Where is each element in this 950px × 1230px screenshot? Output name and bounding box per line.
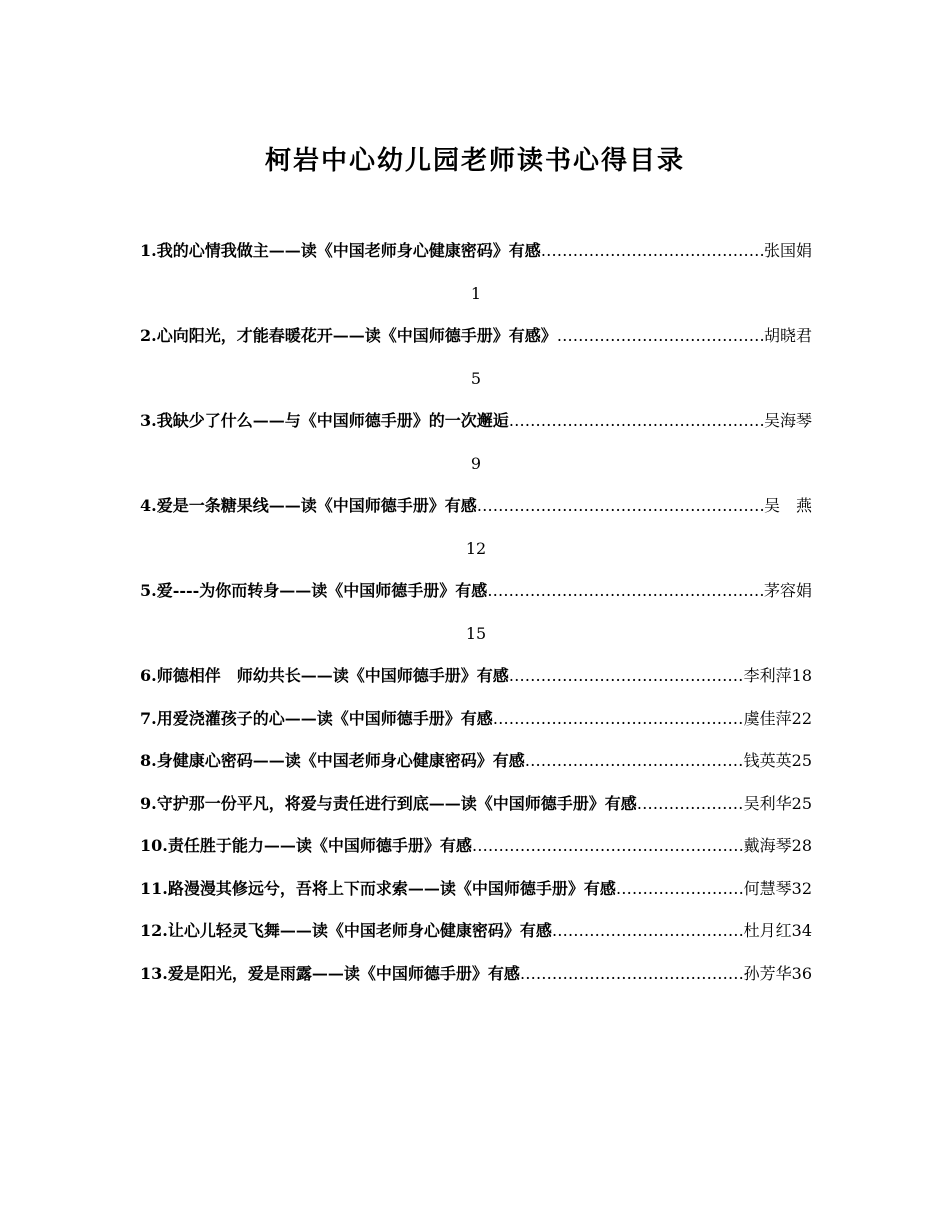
- toc-entry-number: 2.: [140, 326, 157, 345]
- toc-entry-author: 戴海琴: [743, 836, 792, 855]
- toc-entry-title: 爱----为你而转身——读《中国师德手册》有感: [156, 581, 488, 600]
- toc-entry-author: 张国娟: [763, 241, 812, 260]
- toc-leader-dots: [477, 493, 764, 519]
- toc-entry-author: 何慧琴: [743, 878, 792, 898]
- toc-entry-number: 7.: [140, 708, 157, 728]
- toc-leader-dots: [509, 408, 764, 434]
- table-of-contents: [140, 238, 812, 1003]
- toc-entry-number: 11.: [140, 878, 168, 898]
- toc-entry-number: 3.: [140, 411, 157, 430]
- toc-leader-dots: [525, 748, 744, 774]
- toc-leader-dots: [472, 833, 744, 859]
- toc-entry: [140, 408, 812, 451]
- toc-entry-author: 李利萍: [743, 666, 792, 685]
- toc-entry-title: 用爱浇灌孩子的心——读《中国师德手册》有感: [156, 708, 493, 728]
- toc-entry-title: 我的心情我做主——读《中国老师身心健康密码》有感: [156, 241, 541, 260]
- toc-leader-dots: [541, 238, 764, 264]
- toc-entry-page: 36: [791, 963, 812, 983]
- toc-entry-number: 1.: [140, 241, 157, 260]
- toc-entry: [140, 918, 812, 961]
- toc-leader-dots: [557, 323, 764, 349]
- toc-entry: [140, 323, 812, 366]
- toc-entry-page: 18: [791, 666, 812, 685]
- toc-entry: [140, 663, 812, 706]
- toc-entry-author: 吴 燕: [763, 496, 812, 515]
- toc-entry-number: 10.: [140, 836, 168, 855]
- toc-entry-page: 25: [791, 793, 812, 813]
- toc-entry: [140, 706, 812, 749]
- toc-entry-page: 34: [791, 921, 812, 940]
- toc-entry-number: 9.: [140, 793, 157, 813]
- toc-leader-dots: [493, 706, 744, 732]
- toc-entry-number: 13.: [140, 963, 168, 983]
- toc-entry-page: 9: [470, 453, 482, 473]
- toc-entry-page: 15: [465, 623, 487, 643]
- toc-entry-title: 守护那一份平凡，将爱与责任进行到底——读《中国师德手册》有感: [156, 793, 637, 813]
- toc-leader-dots: [552, 918, 744, 944]
- toc-leader-dots: [487, 578, 764, 604]
- toc-entry-page: 28: [791, 836, 812, 855]
- toc-entry: [140, 791, 812, 834]
- toc-entry-author: 杜月红: [743, 921, 792, 940]
- toc-leader-dots: [509, 663, 744, 689]
- toc-entry-number: 4.: [140, 496, 157, 515]
- toc-entry: [140, 748, 812, 791]
- toc-entry-number: 12.: [140, 921, 168, 940]
- toc-entry-author: 孙芳华: [743, 963, 792, 983]
- toc-entry: [140, 238, 812, 281]
- toc-entry-title: 让心儿轻灵飞舞——读《中国老师身心健康密码》有感: [167, 921, 552, 940]
- toc-entry-title: 心向阳光，才能春暖花开——读《中国师德手册》有感》: [156, 326, 557, 345]
- toc-entry-author: 吴海琴: [763, 411, 812, 430]
- toc-entry: [140, 578, 812, 621]
- toc-entry-author: 茅容娟: [763, 581, 812, 600]
- toc-entry-author: 胡晓君: [763, 326, 812, 345]
- toc-entry-title: 责任胜于能力——读《中国师德手册》有感: [167, 836, 472, 855]
- document-title: 柯岩中心幼儿园老师读书心得目录: [264, 146, 685, 176]
- toc-leader-dots: [637, 791, 744, 817]
- toc-entry: [140, 493, 812, 536]
- toc-entry-title: 身健康心密码——读《中国老师身心健康密码》有感: [156, 751, 525, 770]
- toc-entry-title: 路漫漫其修远兮，吾将上下而求索——读《中国师德手册》有感: [167, 878, 616, 898]
- toc-entry-page: 1: [470, 283, 482, 303]
- toc-entry-title: 爱是一条糖果线——读《中国师德手册》有感: [156, 496, 477, 515]
- toc-entry-author: 吴利华: [743, 793, 792, 813]
- toc-entry-page: 25: [791, 751, 812, 770]
- toc-entry-title: 我缺少了什么——与《中国师德手册》的一次邂逅: [156, 411, 509, 430]
- toc-entry-page: 22: [791, 708, 812, 728]
- toc-entry-number: 6.: [140, 666, 157, 685]
- toc-entry-page: 5: [470, 368, 482, 388]
- toc-entry-author: 钱英英: [743, 751, 792, 770]
- toc-entry-title: 师德相伴 师幼共长——读《中国师德手册》有感: [156, 666, 509, 685]
- toc-leader-dots: [520, 961, 744, 987]
- toc-entry: [140, 876, 812, 919]
- toc-entry-page: 32: [791, 878, 812, 898]
- toc-entry-number: 8.: [140, 751, 157, 770]
- toc-entry-title: 爱是阳光，爱是雨露——读《中国师德手册》有感: [167, 963, 520, 983]
- toc-entry: [140, 833, 812, 876]
- toc-entry-author: 虞佳萍: [743, 708, 792, 728]
- toc-entry-number: 5.: [140, 581, 157, 600]
- toc-entry-page: 12: [465, 538, 487, 558]
- toc-entry: [140, 961, 812, 1004]
- toc-leader-dots: [616, 876, 744, 902]
